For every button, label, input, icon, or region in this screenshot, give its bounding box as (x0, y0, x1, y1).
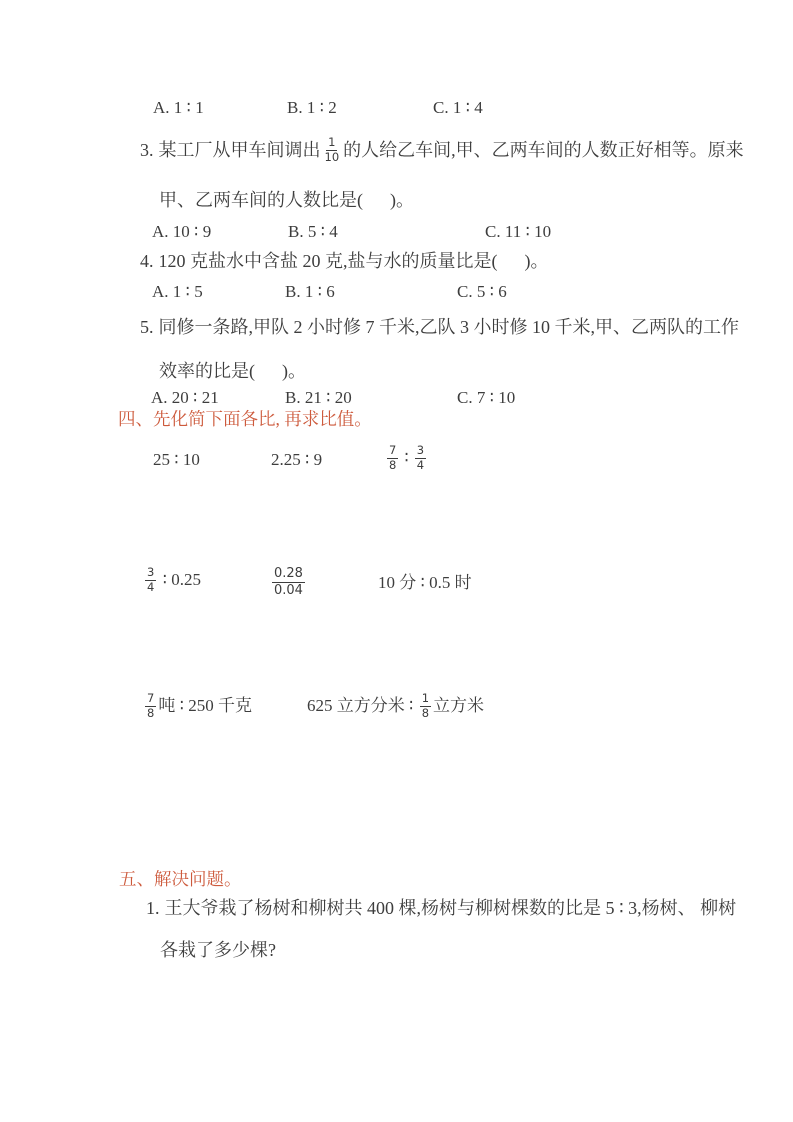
fraction-numerator: 0.28 (274, 566, 303, 581)
q4-option-b: B. 1 ∶ 6 (285, 282, 335, 301)
fraction-numerator: 3 (416, 443, 425, 457)
q5-option-a: A. 20 ∶ 21 (151, 388, 219, 407)
q2-option-c: C. 1 ∶ 4 (433, 98, 483, 117)
fraction-denominator: 8 (147, 705, 155, 720)
question-4-text: 120 克盐水中含盐 20 克,盐与水的质量比是( )。 (158, 251, 549, 271)
problem-1-line-1 (146, 898, 736, 920)
fraction-3-4 (145, 566, 156, 595)
fraction-denominator: 4 (416, 457, 425, 472)
q2-options-row (0, 98, 793, 120)
question-3-text-pre: 某工厂从甲车间调出 (158, 139, 321, 160)
fraction-numerator: 1 (328, 135, 336, 149)
fraction-7-8 (387, 444, 398, 473)
fraction-numerator: 7 (147, 691, 155, 705)
question-5-line-2: 效率的比是( )。 (159, 361, 306, 381)
q5-options-row (0, 388, 793, 410)
fraction-numerator: 7 (389, 443, 397, 457)
fraction-1-8 (420, 692, 431, 721)
simplify-item-2.25-9: 2.25 ∶ 9 (271, 450, 323, 469)
q3-option-c: C. 11 ∶ 10 (485, 222, 552, 241)
fraction-numerator: 1 (421, 691, 430, 705)
q5-option-b: B. 21 ∶ 20 (285, 388, 352, 407)
q3-option-a: A. 10 ∶ 9 (152, 222, 212, 241)
q5-option-c: C. 7 ∶ 10 (457, 388, 516, 407)
question-3-line-2: 甲、乙两车间的人数比是( )。 (159, 190, 414, 210)
ratio-rest: 吨 ∶ 250 千克 (158, 696, 253, 716)
fraction-denominator: 8 (421, 705, 430, 720)
q4-option-c: C. 5 ∶ 6 (457, 282, 507, 301)
ratio-before: 625 立方分米 ∶ (307, 696, 418, 716)
question-3-text-post: 的人给乙车间,甲、乙两车间的人数正好相等。原来 (343, 139, 744, 160)
question-3-number: 3. (140, 139, 154, 160)
fraction-denominator: 8 (389, 457, 397, 472)
problem-1-line-2: 各栽了多少棵? (160, 940, 276, 960)
question-3-line-1 (140, 136, 744, 165)
question-5-line-1 (140, 317, 739, 339)
simplify-item-625dm3-ratio-1-8m3 (307, 692, 484, 721)
fraction-3-4 (415, 444, 426, 473)
simplify-item-3-4-ratio-0.25 (143, 566, 201, 595)
fraction-denominator: 0.04 (274, 582, 303, 598)
q3-option-b: B. 5 ∶ 4 (288, 222, 338, 241)
simplify-item-25-10: 25 ∶ 10 (153, 450, 200, 469)
ratio-rest: ∶ 0.25 (158, 570, 202, 590)
fraction-numerator: 3 (147, 565, 155, 579)
q2-option-b: B. 1 ∶ 2 (287, 98, 337, 117)
section-4-heading: 四、先化简下面各比, 再求比值。 (118, 409, 372, 429)
question-4-number: 4. (140, 251, 154, 271)
question-5-text: 同修一条路,甲队 2 小时修 7 千米,乙队 3 小时修 10 千米,甲、乙两队的工作 (158, 317, 739, 337)
ratio-colon: ∶ (404, 448, 409, 468)
fraction-denominator: 4 (147, 579, 155, 594)
fraction-denominator: 10 (324, 149, 340, 164)
ratio-after: 立方米 (433, 696, 485, 716)
q2-option-a: A. 1 ∶ 1 (153, 98, 204, 117)
q4-options-row (0, 282, 793, 304)
simplify-item-7-8t-ratio-250kg (143, 692, 252, 721)
question-4-line (140, 251, 549, 273)
fraction-0.28-0.04 (272, 566, 305, 598)
problem-1-number: 1. (146, 898, 160, 918)
section-5-heading: 五、解决问题。 (119, 869, 242, 889)
simplify-item-7-8-ratio-3-4 (385, 444, 428, 473)
q3-options-row (0, 222, 793, 244)
fraction-1-10 (323, 136, 342, 165)
question-5-number: 5. (140, 317, 154, 337)
simplify-item-10min-ratio-0.5h: 10 分 ∶ 0.5 时 (378, 573, 472, 592)
problem-1-text: 王大爷栽了杨树和柳树共 400 棵,杨树与柳树棵数的比是 5 ∶ 3,杨树、 柳树 (164, 898, 737, 918)
q4-option-a: A. 1 ∶ 5 (152, 282, 203, 301)
fraction-7-8 (145, 692, 156, 721)
